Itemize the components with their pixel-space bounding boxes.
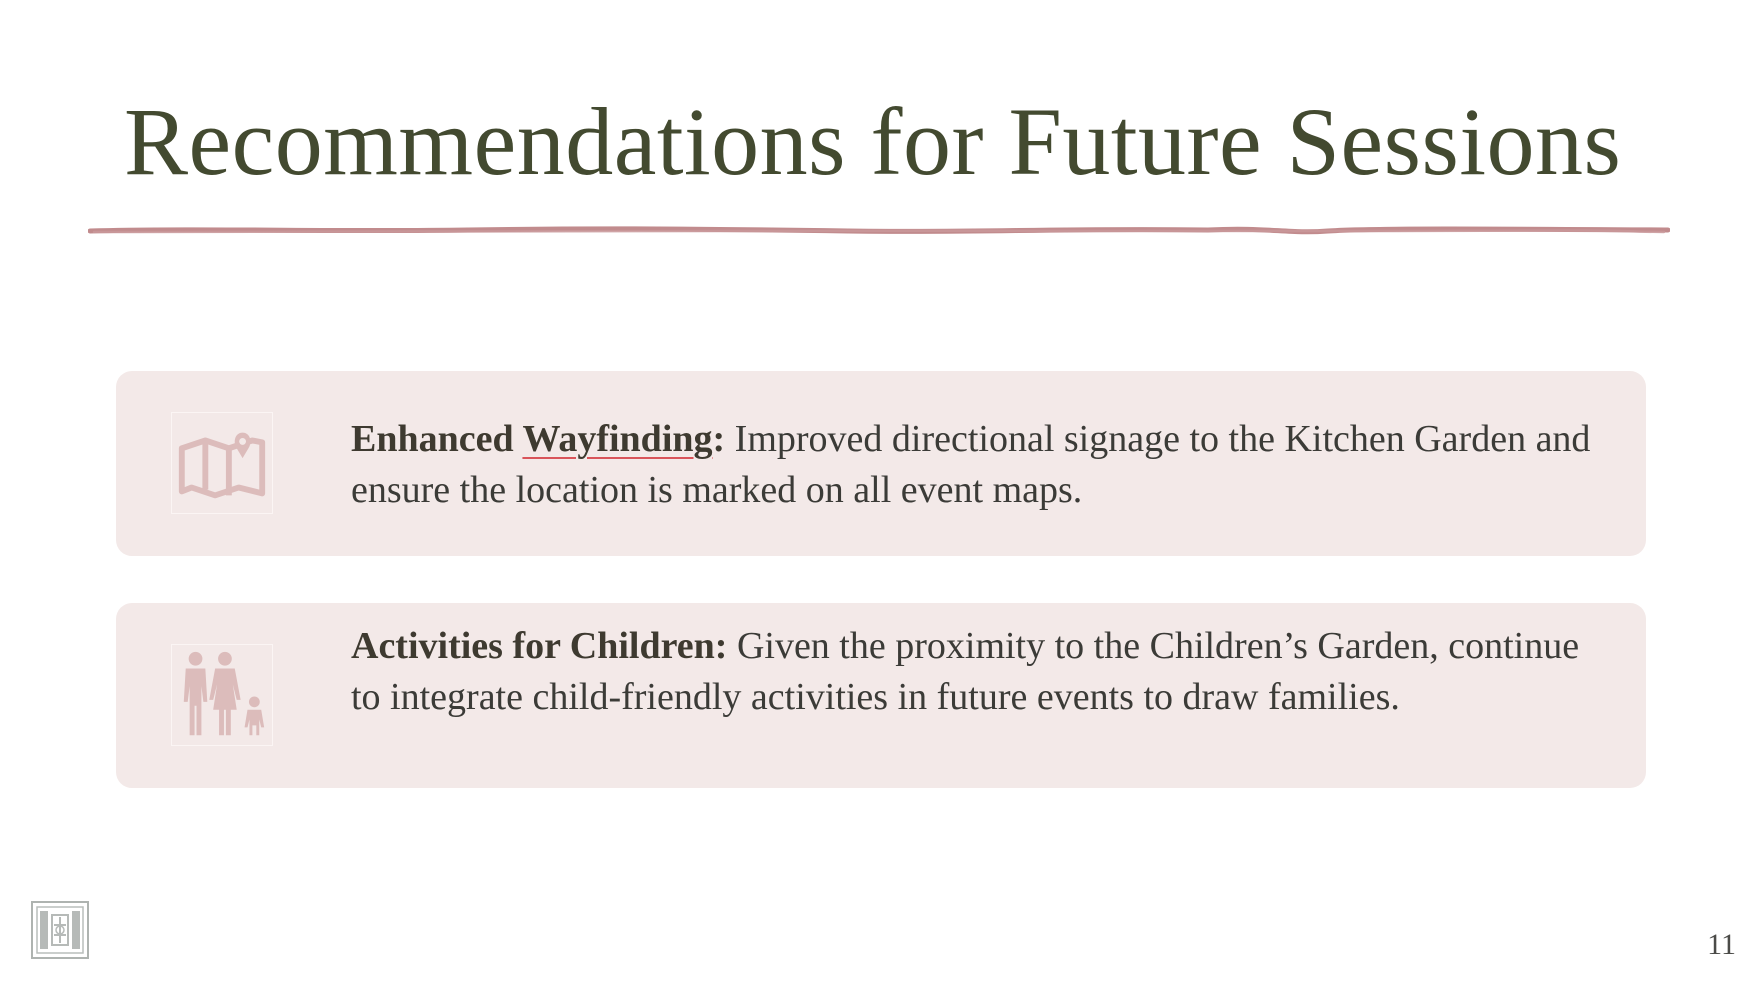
recommendation-card-wayfinding [116, 371, 1646, 556]
family-icon [171, 644, 273, 746]
page-number: 11 [1707, 928, 1736, 961]
recommendation-body: Given the proximity to the Children’s Garden, continue to integrate child-friendly activities in future events to draw families. [351, 625, 1580, 718]
recommendation-label: Activities for Children: [351, 625, 728, 667]
institution-crest-icon [31, 901, 89, 959]
recommendation-text [351, 621, 1591, 723]
recommendation-text [351, 414, 1591, 516]
recommendation-label: Enhanced Wayfinding: [351, 418, 726, 460]
slide-title: Recommendations for Future Sessions [124, 88, 1622, 195]
title-divider [88, 222, 1670, 238]
recommendation-card-children [116, 603, 1646, 788]
folded-map-pin-icon [171, 412, 273, 514]
recommendation-body: Improved directional signage to the Kitchen Garden and ensure the location is marked on all event maps. [351, 418, 1591, 511]
